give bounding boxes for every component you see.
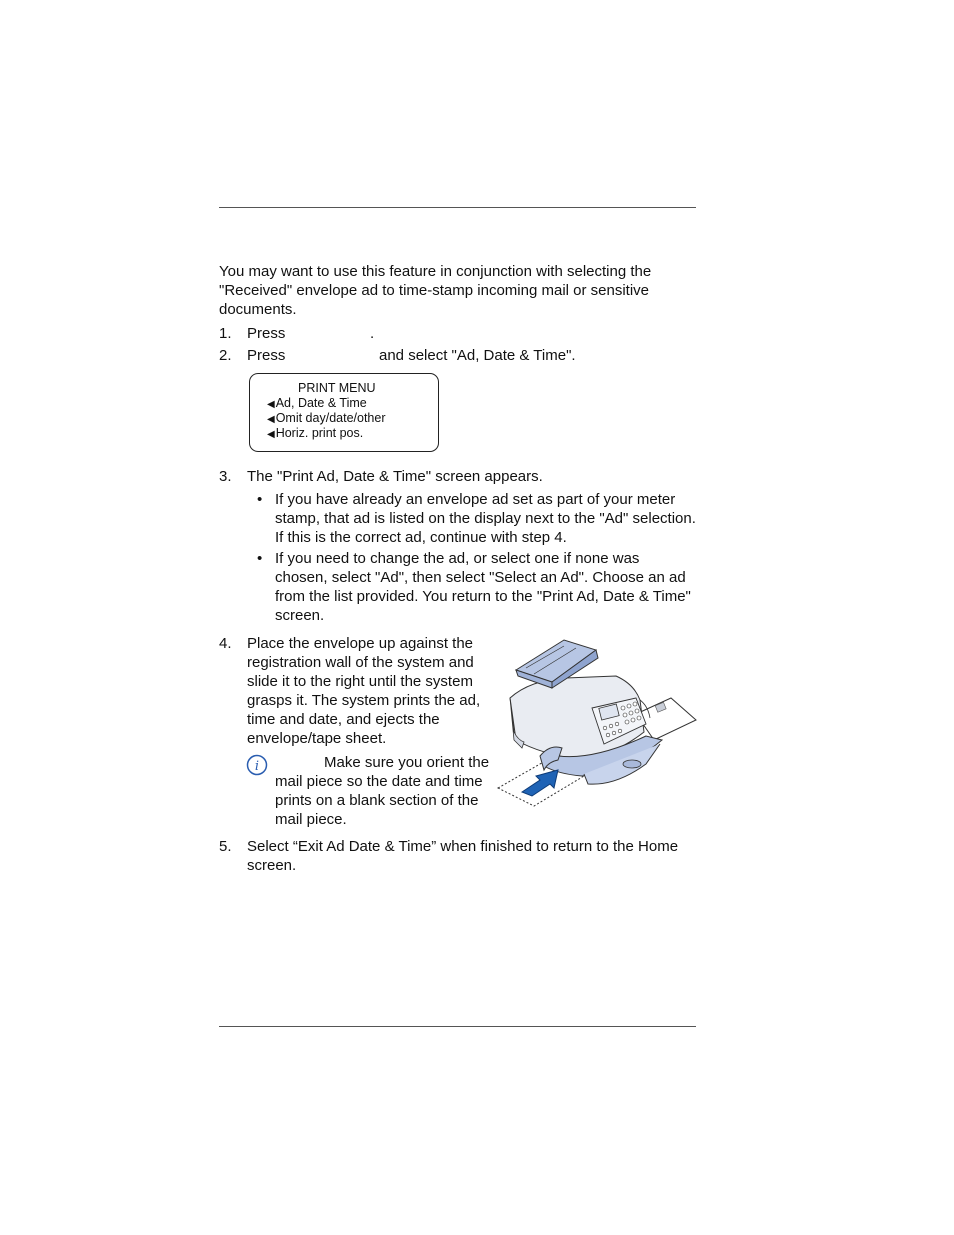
menu-item-label: Horiz. print pos. <box>275 426 364 440</box>
bottom-rule <box>219 1026 696 1027</box>
left-arrow-icon: ◀ <box>267 399 275 410</box>
menu-item-omit <box>267 411 385 427</box>
intro-paragraph: You may want to use this feature in conjunction with selecting the "Received" envelope ad to time-stamp incoming mail or sensitive documents. <box>219 263 652 318</box>
svg-text:i: i <box>254 759 260 774</box>
info-icon <box>246 754 268 776</box>
step-5-number: 5. <box>219 838 232 855</box>
step-1-text-end: . <box>370 325 375 342</box>
menu-item-horiz <box>267 426 363 442</box>
step-5-text: Select “Exit Ad Date & Time” when finished to return to the Home screen. <box>247 838 679 874</box>
bullet-1-symbol: • <box>257 491 263 508</box>
bullet-1-text: If you have already an envelope ad set as part of your meter stamp, that ad is listed on the display next to the "Ad" selection. If this is the correct ad, continue with step 4. <box>275 491 696 546</box>
step-4-number: 4. <box>219 635 232 652</box>
postage-meter-illustration <box>496 636 698 808</box>
menu-item-label: Ad, Date & Time <box>275 396 367 410</box>
top-rule <box>219 207 696 208</box>
step-3-text: The "Print Ad, Date & Time" screen appears. <box>247 468 543 485</box>
print-menu-title: PRINT MENU <box>298 381 376 395</box>
bullet-2-text: If you need to change the ad, or select one if none was chosen, select "Ad", then select "Select an Ad". Choose an ad from the list provided. You return to the "Print Ad, Date & Time" screen. <box>275 550 691 624</box>
bullet-2-symbol: • <box>257 550 263 567</box>
menu-item-label: Omit day/date/other <box>275 411 386 425</box>
menu-item-ad-date-time <box>267 396 367 412</box>
step-3-number: 3. <box>219 468 232 485</box>
step-2-text-start: Press <box>247 347 286 364</box>
print-menu-display <box>249 373 439 452</box>
note-text: Make sure you orient the mail piece so the date and time prints on a blank section of the mail piece. <box>275 754 490 828</box>
left-arrow-icon: ◀ <box>267 429 275 440</box>
step-2-number: 2. <box>219 347 232 364</box>
left-arrow-icon: ◀ <box>267 414 275 425</box>
step-1-number: 1. <box>219 325 232 342</box>
step-2-text-end: and select "Ad, Date & Time". <box>379 347 576 364</box>
step-1-text-start: Press <box>247 325 286 342</box>
step-4-text: Place the envelope up against the registration wall of the system and slide it to the right until the system grasps it. The system prints the ad, time and date, and ejects the envelope/tape sheet. <box>247 635 481 747</box>
